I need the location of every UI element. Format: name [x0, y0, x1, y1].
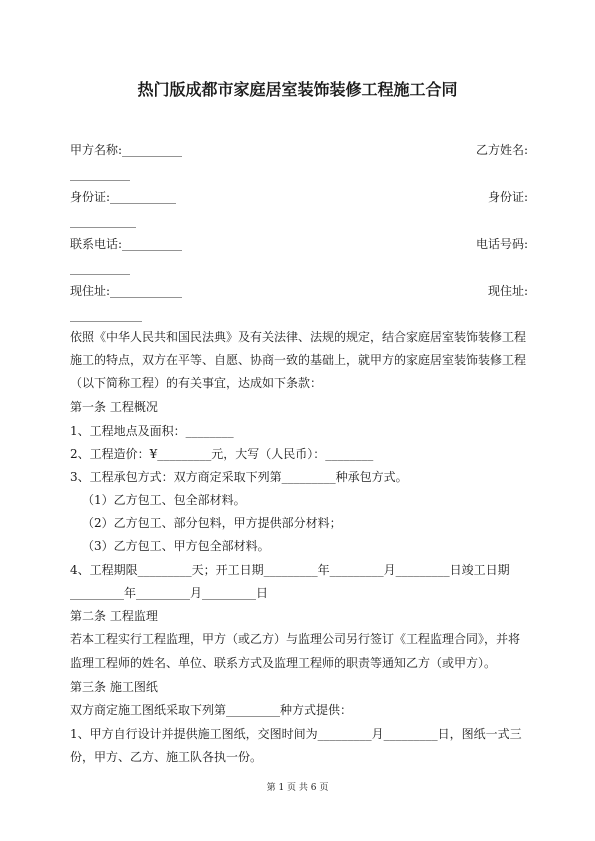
party-b-id-blank: ___________ [70, 214, 136, 228]
article-1-sub-item: （2）乙方包工、部分包料，甲方提供部分材料； [82, 516, 342, 530]
article-3-heading: 第三条 施工图纸 [70, 680, 158, 694]
article-2-line: 若本工程实行工程监理，甲方（或乙方）与监理公司另行签订《工程监理合同》，并将 [70, 632, 521, 646]
preamble-line: 施工的特点，双方在平等、自愿、协商一致的基础上，就甲方的家庭居室装饰装修工程 [70, 353, 527, 367]
party-a-phone: 联系电话:__________ [70, 237, 183, 251]
party-a-name: 甲方名称:__________ [70, 143, 183, 157]
article-3-line: 1、甲方自行设计并提供施工图纸，交图时间为_________月_________日，图纸一式三 [70, 727, 522, 741]
party-b-name: 乙方姓名: [475, 143, 528, 157]
party-b-address: 现住址: [487, 284, 528, 298]
party-a-address: 现住址:____________ [70, 284, 183, 298]
party-b-phone: 电话号码: [475, 237, 528, 251]
party-a-id: 身份证:___________ [70, 190, 177, 204]
article-1-sub-item: （3）乙方包工、甲方包全部材料。 [82, 539, 270, 553]
party-b-phone-blank: __________ [70, 261, 130, 275]
article-1-period: _________年_________月_________日 [70, 586, 269, 600]
article-2-heading: 第二条 工程监理 [70, 609, 158, 623]
article-1-heading: 第一条 工程概况 [70, 400, 158, 414]
article-1-item: 3、工程承包方式：双方商定采取下列第_________种承包方式。 [70, 470, 408, 484]
article-1-sub-item: （1）乙方包工、包全部材料。 [82, 493, 246, 507]
party-b-address-blank: ____________ [70, 308, 142, 322]
party-b-id: 身份证: [487, 190, 528, 204]
article-2-line: 监理工程师的姓名、单位、联系方式及监理工程师的职责等通知乙方（或甲方）。 [70, 656, 497, 670]
party-b-name-blank: __________ [70, 167, 130, 181]
preamble-line: 依照《中华人民共和国民法典》及有关法律、法规的规定，结合家庭居室装饰装修工程 [70, 330, 527, 344]
article-1-item: 1、工程地点及面积：________ [70, 424, 234, 438]
article-1-period: 4、工程期限_________天；开工日期_________年_________月_________日竣工日期 [70, 563, 510, 577]
page-number: 第 1 页 共 6 页 [266, 783, 329, 793]
article-1-item: 2、工程造价：¥_________元，大写（人民币）：________ [70, 447, 374, 461]
document-title: 热门版成都市家庭居室装饰装修工程施工合同 [137, 80, 458, 99]
article-3-line: 双方商定施工图纸采取下列第_________种方式提供： [70, 703, 353, 717]
article-3-line: 份，甲方、乙方、施工队各执一份。 [70, 750, 263, 764]
preamble-line: （以下简称工程）的有关事宜，达成如下条款： [70, 376, 323, 390]
